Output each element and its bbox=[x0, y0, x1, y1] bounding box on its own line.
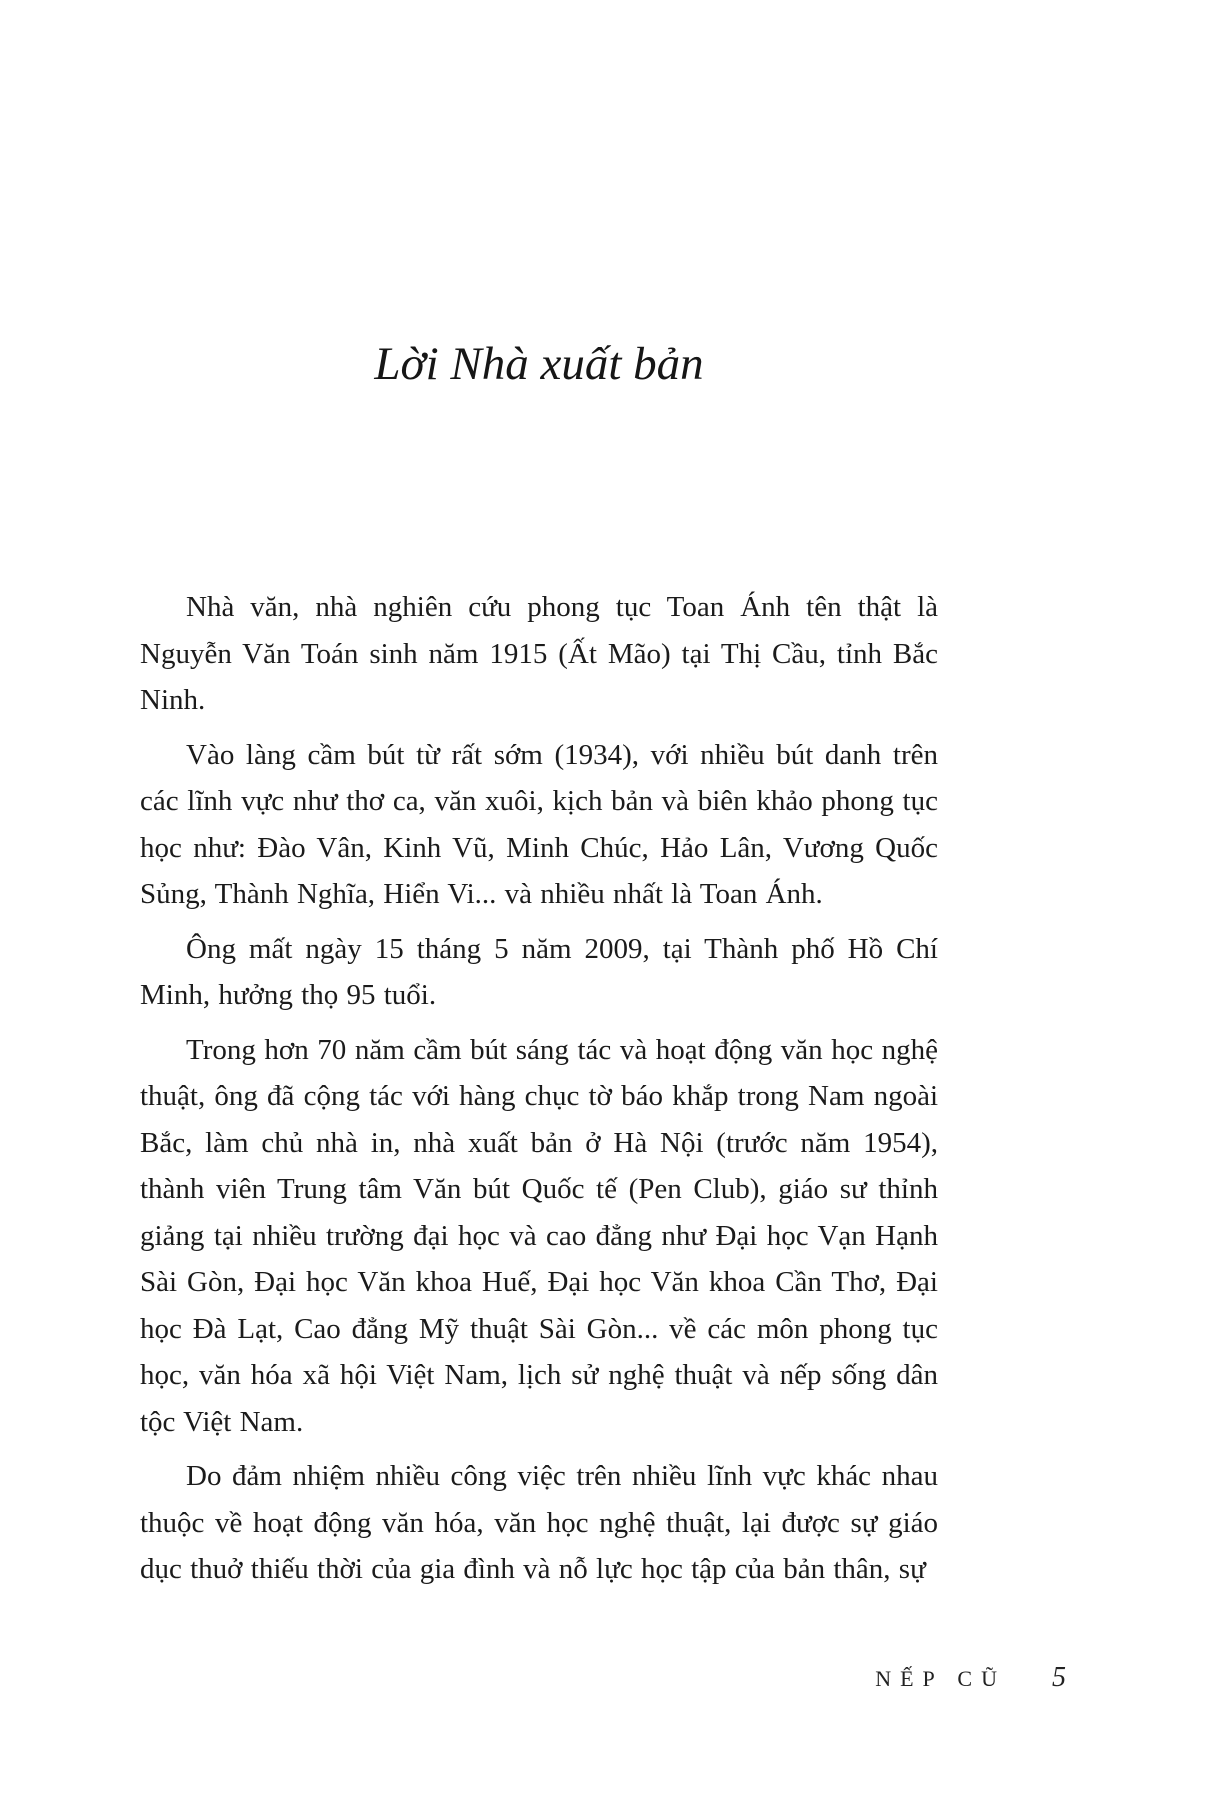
body-text bbox=[140, 584, 938, 1601]
page-footer bbox=[140, 1662, 1066, 1694]
running-title: NẾP CŨ bbox=[875, 1666, 1006, 1691]
page-number: 5 bbox=[1052, 1662, 1066, 1693]
paragraph-1: Nhà văn, nhà nghiên cứu phong tục Toan Ánh tên thật là Nguyễn Văn Toán sinh năm 1915 (Ất Mão) tại Thị Cầu, tỉnh Bắc Ninh. bbox=[140, 591, 938, 716]
paragraph-3: Ông mất ngày 15 tháng 5 năm 2009, tại Thành phố Hồ Chí Minh, hưởng thọ 95 tuổi. bbox=[140, 932, 938, 1011]
paragraph-2: Vào làng cầm bút từ rất sớm (1934), với nhiều bút danh trên các lĩnh vực như thơ ca, văn xuôi, kịch bản và biên khảo phong tục học như: Đào Vân, Kinh Vũ, Minh Chúc, Hảo Lân, Vương Quốc Sủng, Thành Nghĩa, Hiển Vi... và nhiều nhất là Toan Ánh. bbox=[140, 738, 938, 910]
chapter-title: Lời Nhà xuất bản bbox=[374, 338, 704, 390]
paragraph-5: Do đảm nhiệm nhiều công việc trên nhiều lĩnh vực khác nhau thuộc về hoạt động văn hóa, văn học nghệ thuật, lại được sự giáo dục thuở thiếu thời của gia đình và nỗ lực học tập của bản thân, sự bbox=[140, 1460, 938, 1585]
paragraph-4: Trong hơn 70 năm cầm bút sáng tác và hoạt động văn học nghệ thuật, ông đã cộng tác với hàng chục tờ báo khắp trong Nam ngoài Bắc, làm chủ nhà in, nhà xuất bản ở Hà Nội (trước năm 1954), thành viên Trung tâm Văn bút Quốc tế (Pen Club), giáo sư thỉnh giảng tại nhiều trường đại học và cao đẳng như Đại học Vạn Hạnh Sài Gòn, Đại học Văn khoa Huế, Đại học Văn khoa Cần Thơ, Đại học Đà Lạt, Cao đẳng Mỹ thuật Sài Gòn... về các môn phong tục học, văn hóa xã hội Việt Nam, lịch sử nghệ thuật và nếp sống dân tộc Việt Nam. bbox=[140, 1033, 938, 1438]
